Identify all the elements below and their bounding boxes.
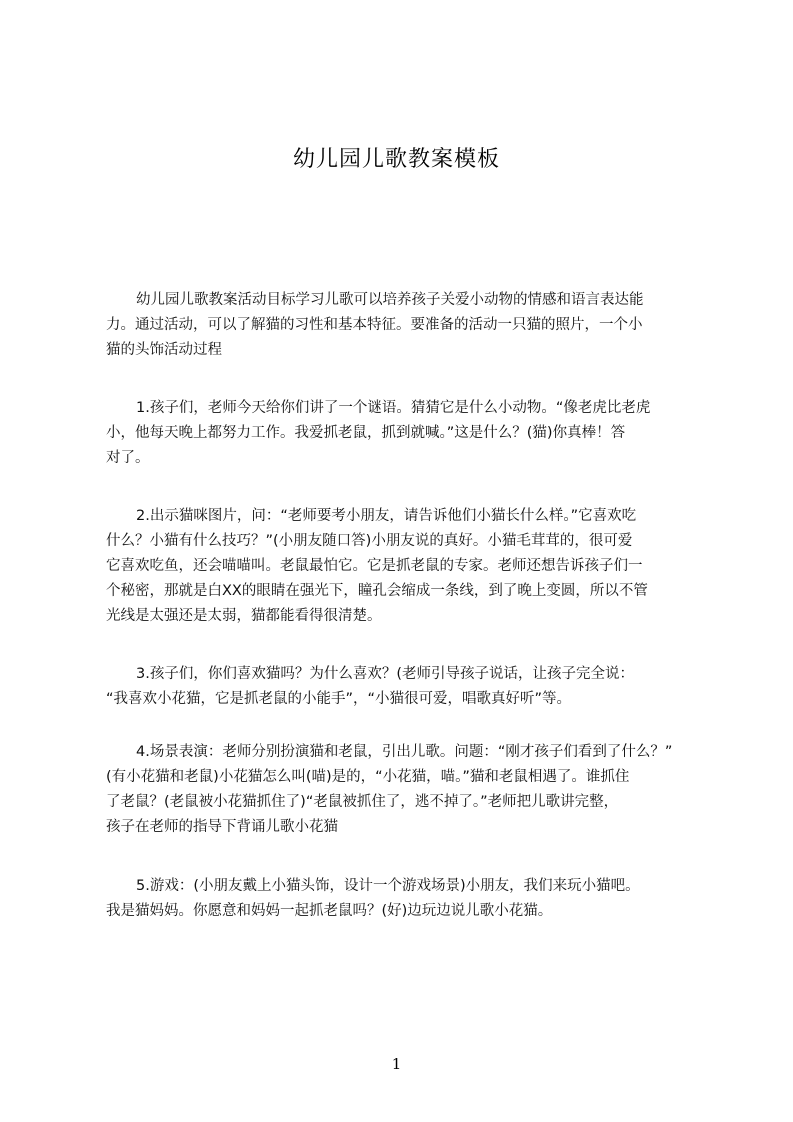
paragraph-line: 猫的头饰活动过程 [106, 342, 222, 358]
paragraph-line: 它喜欢吃鱼，还会喵喵叫。老鼠最怕它。它是抓老鼠的专家。老师还想告诉孩子们一 [106, 558, 643, 574]
paragraph-line: 2.出示猫咪图片，问：“老师要考小朋友，请告诉他们小猫长什么样。”它喜欢吃 [136, 508, 637, 524]
paragraph-line: “我喜欢小花猫，它是抓老鼠的小能手”，“小猫很可爱，唱歌真好听”等。 [106, 691, 572, 707]
paragraph-line: 个秘密，那就是白XX的眼睛在强光下，瞳孔会缩成一条线，到了晚上变圆，所以不管 [106, 583, 648, 599]
paragraph-line: (有小花猫和老鼠)小花猫怎么叫(喵)是的，“小花猫，喵。”猫和老鼠相遇了。谁抓住 [106, 769, 630, 785]
paragraph-line: 孩子在老师的指导下背诵儿歌小花猫 [106, 819, 338, 835]
paragraph-line: 力。通过活动，可以了解猫的习性和基本特征。要准备的活动一只猫的照片，一个小 [106, 317, 643, 333]
paragraph-step-2 [106, 504, 700, 629]
paragraph-step-4 [106, 740, 700, 840]
paragraph-line: 了老鼠？(老鼠被小花猫抓住了)“老鼠被抓住了，逃不掉了。”老师把儿歌讲完整， [106, 794, 619, 810]
paragraph-intro [106, 288, 700, 363]
paragraph-line: 对了。 [106, 450, 150, 466]
paragraph-line: 什么？小猫有什么技巧？”(小朋友随口答)小朋友说的真好。小猫毛茸茸的，很可爱 [106, 533, 633, 549]
paragraph-step-5 [106, 874, 700, 924]
paragraph-line: 1.孩子们，老师今天给你们讲了一个谜语。猜猜它是什么小动物。“像老虎比老虎 [136, 400, 651, 416]
paragraph-line: 4.场景表演：老师分别扮演猫和老鼠，引出儿歌。问题：“刚才孩子们看到了什么？” [136, 744, 673, 760]
paragraph-step-1 [106, 396, 700, 471]
paragraph-line: 光线是太强还是太弱，猫都能看得很清楚。 [106, 608, 382, 624]
paragraph-line: 幼儿园儿歌教案活动目标学习儿歌可以培养孩子关爱小动物的情感和语言表达能 [136, 292, 644, 308]
paragraph-step-3 [106, 662, 700, 712]
paragraph-line: 小，他每天晚上都努力工作。我爱抓老鼠，抓到就喊。”这是什么？(猫)你真棒！答 [106, 425, 626, 441]
paragraph-line: 3.孩子们，你们喜欢猫吗？为什么喜欢？(老师引导孩子说话，让孩子完全说： [136, 666, 634, 682]
paragraph-line: 5.游戏：(小朋友戴上小猫头饰，设计一个游戏场景)小朋友，我们来玩小猫吧。 [136, 878, 640, 894]
document-title: 幼儿园儿歌教案模板 [292, 147, 500, 172]
page-number: 1 [391, 1055, 402, 1073]
paragraph-line: 我是猫妈妈。你愿意和妈妈一起抓老鼠吗？(好)边玩边说儿歌小花猫。 [106, 903, 553, 919]
